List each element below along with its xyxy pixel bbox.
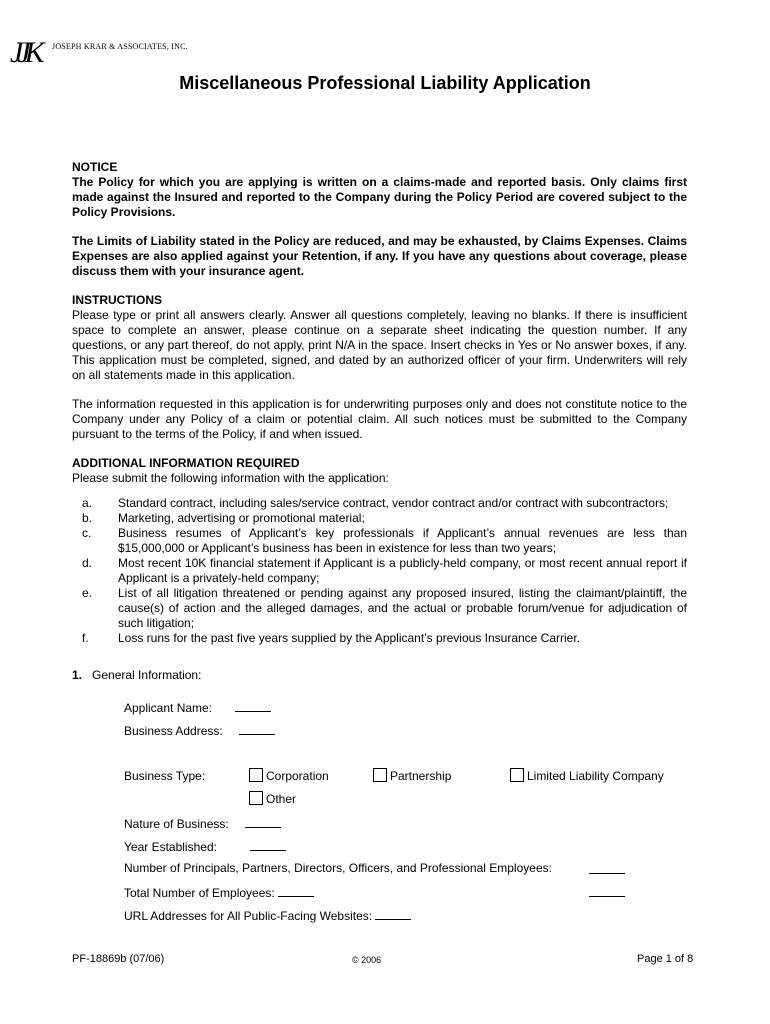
llc-option[interactable] xyxy=(510,768,664,783)
notice-paragraph-2: The Limits of Liability stated in the Policy are reduced, and may be exhausted, by Claims Expenses. Claims Expenses are also applied against your Retention, if any. If you have any questions about coverage, please discuss them with your insurance agent. xyxy=(72,234,687,278)
nature-of-business-label: Nature of Business: xyxy=(124,817,229,831)
notice-heading: NOTICE xyxy=(72,160,118,174)
notice-paragraph-1: The Policy for which you are applying is written on a claims-made and reported basis. Only claims first made against the Insured and reported to the Company during the Policy Period are covered subject to the Policy Provisions. xyxy=(72,175,687,219)
corporation-option[interactable] xyxy=(249,768,329,783)
applicant-name-field[interactable] xyxy=(235,699,271,712)
list-item-text: Standard contract, including sales/service contract, vendor contract and/or contract with subcontractors; xyxy=(118,496,669,510)
additional-info-intro: Please submit the following information with the application: xyxy=(72,471,389,485)
principals-field[interactable] xyxy=(589,861,625,874)
business-type-label: Business Type: xyxy=(124,769,206,783)
partnership-checkbox[interactable] xyxy=(373,768,387,782)
instructions-paragraph-1: Please type or print all answers clearly. Answer all questions completely, leaving no blanks. If there is insufficient space to complete an answer, please continue on a separate sheet indicating the question number. If any questions, or any part thereof, do not apply, print N/A in the space. Insert checks in Yes or No answer boxes, if any. This application must be completed, signed, and dated by an authorized officer of your firm. Underwriters will rely on all statements made in this application. xyxy=(72,308,687,382)
list-item-text: Business resumes of Applicant’s key professionals if Applicant’s annual revenues are less than $15,000,000 or Applicant’s business has been in existence for less than two years; xyxy=(118,526,687,555)
list-item-letter: b. xyxy=(82,511,93,525)
total-employees-row xyxy=(124,884,314,900)
list-item xyxy=(72,586,687,631)
form-number: PF-18869b (07/06) xyxy=(72,953,165,965)
list-item-letter: a. xyxy=(82,496,93,510)
url-label: URL Addresses for All Public-Facing Websites: xyxy=(124,909,373,923)
business-address-field[interactable] xyxy=(239,722,275,735)
principals-row xyxy=(124,861,552,875)
applicant-name-row xyxy=(124,699,271,715)
other-label: Other xyxy=(266,792,297,806)
other-checkbox[interactable] xyxy=(249,791,263,805)
url-row xyxy=(124,907,411,923)
logo-monogram: JJK xyxy=(10,36,39,69)
list-item-letter: d. xyxy=(82,556,93,570)
nature-of-business-field[interactable] xyxy=(245,815,281,828)
list-item-text: List of all litigation threatened or pending against any proposed insured, listing the claimant/plaintiff, the cause(s) of action and the alleged damages, and the actual or probable forum/venue for adjudication of such litigation; xyxy=(118,586,687,630)
business-address-row xyxy=(124,722,275,738)
list-item xyxy=(72,556,687,586)
copyright: © 2006 xyxy=(352,955,382,965)
section-title: General Information: xyxy=(92,668,202,682)
list-item xyxy=(72,631,687,646)
llc-checkbox[interactable] xyxy=(510,768,524,782)
list-item-letter: e. xyxy=(82,586,93,600)
additional-info-heading: ADDITIONAL INFORMATION REQUIRED xyxy=(72,456,300,470)
page-title: Miscellaneous Professional Liability Application xyxy=(179,73,591,93)
company-name: JOSEPH KRAR & ASSOCIATES, INC. xyxy=(52,42,188,51)
business-address-label: Business Address: xyxy=(124,724,223,738)
nature-of-business-row xyxy=(124,815,281,831)
corporation-label: Corporation xyxy=(266,769,329,783)
applicant-name-label: Applicant Name: xyxy=(124,701,213,715)
total-employees-extra-field[interactable] xyxy=(589,884,625,897)
list-item-letter: f. xyxy=(82,631,89,645)
year-established-field[interactable] xyxy=(250,838,286,851)
partnership-label: Partnership xyxy=(390,769,452,783)
instructions-paragraph-2: The information requested in this application is for underwriting purposes only and does not constitute notice to the Company under any Policy of a claim or potential claim. All such notices must be submitted to the Company pursuant to the terms of the Policy, if and when issued. xyxy=(72,397,687,441)
section-number: 1. xyxy=(72,668,83,682)
instructions-heading: INSTRUCTIONS xyxy=(72,293,162,307)
url-field[interactable] xyxy=(375,907,411,920)
additional-info-list xyxy=(72,496,687,646)
list-item-text: Marketing, advertising or promotional material; xyxy=(118,511,365,525)
list-item-text: Most recent 10K financial statement if Applicant is a publicly-held company, or most recent annual report if Applicant is a privately-held company; xyxy=(118,556,687,585)
page-number: Page 1 of 8 xyxy=(637,953,694,965)
section-1-heading xyxy=(72,668,201,682)
list-item xyxy=(72,496,687,511)
partnership-option[interactable] xyxy=(373,768,451,783)
list-item xyxy=(72,511,687,526)
llc-label: Limited Liability Company xyxy=(527,769,664,783)
other-option[interactable] xyxy=(249,791,296,806)
document-body xyxy=(72,160,687,646)
corporation-checkbox[interactable] xyxy=(249,768,263,782)
total-employees-field[interactable] xyxy=(278,884,314,897)
total-employees-label: Total Number of Employees: xyxy=(124,886,275,900)
list-item-letter: c. xyxy=(82,526,92,540)
list-item xyxy=(72,526,687,556)
year-established-row xyxy=(124,838,286,854)
list-item-text: Loss runs for the past five years supplied by the Applicant’s previous Insurance Carrier. xyxy=(118,631,581,645)
year-established-label: Year Established: xyxy=(124,840,217,854)
principals-label: Number of Principals, Partners, Directors, Officers, and Professional Employees: xyxy=(124,861,552,875)
